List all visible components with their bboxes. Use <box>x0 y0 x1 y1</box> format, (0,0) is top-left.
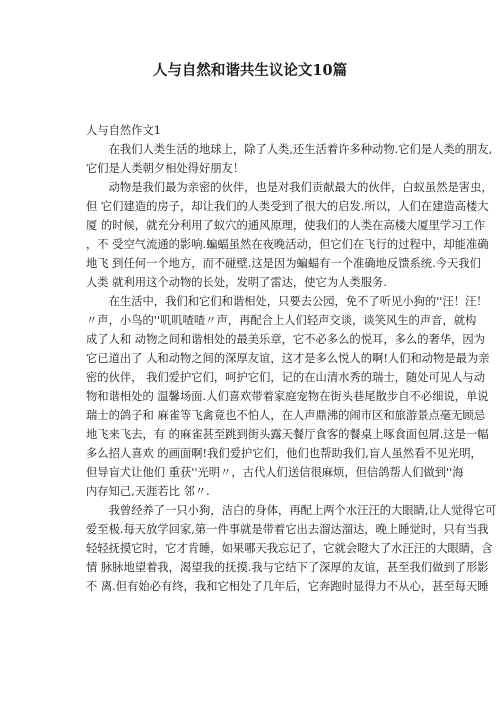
text-line: 地飞来飞去，有 的麻雀甚至跳到街头露天餐厅食客的餐桌上啄食面包屑.这是一幅 <box>86 428 489 441</box>
text-line: 但导盲犬让他们 重获''光明〃，古代人们送信很麻烦，但信鸽帮人们做到''海 <box>86 466 464 479</box>
text-line: 在生活中，我们和它们和谐相处，只要去公园，免不了听见小狗的''汪！汪！ <box>86 295 488 308</box>
text-line: 轻轻抚摸它时，它才肯睡，如果哪天我忘记了，它就会瞪大了水汪汪的大眼睛，含 <box>86 542 493 555</box>
text-line: 密的伙伴， 我们爱护它们，呵护它们，记的在山清水秀的瑞士，随处可见人与动 <box>86 371 485 384</box>
text-line: 地飞 到任何一个地方，而不碰壁.这是因为蝙蝠有一个准确地反馈系统.今天我们 <box>86 257 481 270</box>
text-line: 多么招人喜欢 的画面啊!我们爱护它们，他们也帮助我们,盲人虽然看不见光明， <box>86 447 482 460</box>
text-line: 它们是人类朝夕相处得好朋友！ <box>86 162 245 175</box>
text-line: ，不 受空气流通的影响.蝙蝠虽然在夜晚活动，但它们在飞行的过程中，却能准确 <box>86 238 489 251</box>
text-line: 情 脉脉地望着我，渴望我的抚摸.我与它结下了深厚的友谊，甚至我们做到了形影 <box>86 561 489 574</box>
text-line: 成了人和 动物之间和谐相处的最美乐章，它不必多么的悦耳，多么的奢华，因为 <box>86 333 485 346</box>
text-line: 厦 的时候，就充分利用了蚁穴的通风原理，使我们的人类在高楼大厦里学习工作 <box>86 219 485 232</box>
document-title: 人与自然和谐共生议论文10篇 <box>152 62 348 79</box>
text-line: 我曾经养了一只小狗，洁白的身体，再配上两个水汪汪的大眼睛,让人觉得它可 <box>86 504 497 517</box>
text-line: 不 离.但有始必有终，我和它相处了几年后，它奔跑时显得力不从心，甚至每天睡 <box>86 580 489 593</box>
text-line: 物和谐相处的 温馨场面.人们喜欢带着家庭宠物在街头巷尾散步自不必细说，单说 <box>86 390 489 403</box>
text-line: 它已道出了 人和动物之间的深厚友谊，这才是多么悦人的啊!人们和动物是最为亲 <box>86 352 490 365</box>
text-line: 〃声，小鸟的''叽叽喳喳〃声，再配合上人们轻声交谈，谈笑风生的声音，就构 <box>86 314 477 327</box>
text-line: 在我们人类生活的地球上，除了人类,还生活着许多种动物.它们是人类的朋友, <box>86 143 493 156</box>
text-line: 爱至极.每天放学回家,第一件事就是带着它出去溜达溜达，晚上睡觉时，只有当我 <box>86 523 489 536</box>
heading-line: 人与自然作文1 <box>86 124 161 137</box>
text-line: 人类 就利用这个动物的长处，发明了雷达，使它为人类服务. <box>86 276 387 289</box>
text-line: 动物是我们最为亲密的伙伴，也是对我们贡献最大的伙伴，白蚁虽然是害虫， <box>86 181 493 194</box>
text-line: 内存知己,天涯若比 邻〃. <box>86 485 210 498</box>
text-line: 但 它们建造的房子，却让我们的人类受到了很大的启发.所以，人们在建造高楼大 <box>86 200 489 213</box>
text-line: 瑞士的鸽子和 麻雀等飞禽竟也不怕人，在人声鼎沸的闹市区和旅游景点毫无顾忌 <box>86 409 485 422</box>
